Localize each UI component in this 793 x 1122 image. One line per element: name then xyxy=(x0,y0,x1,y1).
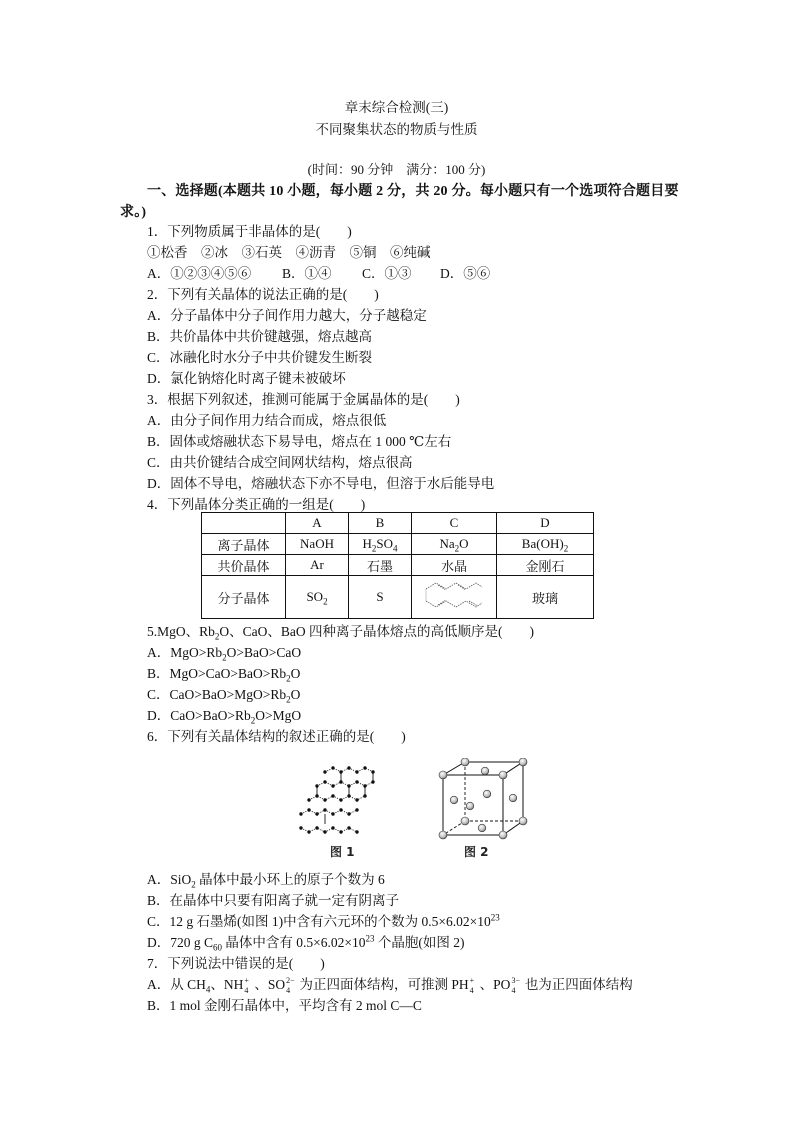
cell-covalent-c: 水晶 xyxy=(412,555,497,576)
q1-option-d: D．⑤⑥ xyxy=(440,266,491,281)
q1-option-a: A．①②③④⑤⑥ xyxy=(147,266,252,281)
q4-classification-table xyxy=(201,512,594,619)
table-header-a: A xyxy=(286,513,349,534)
table-header-d: D xyxy=(497,513,594,534)
figure-2-caption: 图 2 xyxy=(464,845,489,859)
q5-option-d: D．$CaO>BaO>Rb_2O>MgO$ xyxy=(147,708,302,726)
q1-option-b: B．①④ xyxy=(282,266,332,281)
q6-option-c: C．12 g 石墨烯(如图 1)中含有六元环的个数为 $0.5\times 6.02\times 10^{23}$ xyxy=(147,912,500,929)
table-row-covalent xyxy=(202,555,594,576)
table-header-row xyxy=(202,513,594,534)
q4-stem: 4．下列晶体分类正确的一组是( ) xyxy=(147,497,366,512)
page-subtitle: 不同聚集状态的物质与性质 xyxy=(315,122,478,137)
q5-option-c: C．$CaO>BaO>MgO>Rb_2O$ xyxy=(147,687,301,705)
q2-option-b: B．共价晶体中共价键越强，熔点越高 xyxy=(147,329,373,344)
exam-meta: (时间：90 分钟 满分：100 分) xyxy=(307,162,486,177)
cell-covalent-b: 石墨 xyxy=(349,555,412,576)
cell-ionic-d: $Ba(OH)_2$ xyxy=(497,534,594,555)
table-header-b: B xyxy=(349,513,412,534)
q3-option-b: B．固体或熔融状态下易导电，熔点在 1 000 ℃左右 xyxy=(147,434,452,449)
q3-option-c: C．由共价键结合成空间网状结构，熔点很高 xyxy=(147,455,413,470)
section-heading: 一、选择题(本题共 10 小题，每小题 2 分，共 20 分。每小题只有一个选项符合题目要求。) xyxy=(120,184,679,220)
q2-option-c: C．冰融化时水分子中共价键发生断裂 xyxy=(147,350,373,365)
row-label-ionic: 离子晶体 xyxy=(202,534,286,555)
table-header-c: C xyxy=(412,513,497,534)
graphene-hexagon-lattice-icon xyxy=(295,765,395,840)
q6-option-d: D．720 g $C_{60}$ 晶体中含有 $0.5\times 6.02\times 10^{23}$ 个晶胞(如图 2) xyxy=(147,933,465,953)
cell-covalent-a: Ar xyxy=(286,555,349,576)
fcc-unit-cell-icon xyxy=(435,758,530,840)
cell-ionic-b: $H_2SO_4$ xyxy=(349,534,412,555)
cell-molecular-a: $SO_2$ xyxy=(286,576,349,619)
cell-molecular-d: 玻璃 xyxy=(497,576,594,619)
row-label-covalent: 共价晶体 xyxy=(202,555,286,576)
q6-option-b: B．在晶体中只要有阳离子就一定有阴离子 xyxy=(147,893,400,908)
q7-option-a: A．从 $CH_4$、NH + 4 、SO 2− 4 为正四面体结构，可推测 PH + 4 、PO 3− 4 也为正四面体结构 xyxy=(147,976,633,995)
table-row-molecular xyxy=(202,576,594,619)
q6-option-a: A．SiO$_2$ 晶体中最小环上的原子个数为 6 xyxy=(147,872,385,890)
q3-option-d: D．固体不导电，熔融状态下亦不导电，但溶于水后能导电 xyxy=(147,476,495,491)
q6-stem: 6．下列有关晶体结构的叙述正确的是( ) xyxy=(147,729,406,744)
cell-molecular-c xyxy=(412,576,497,619)
q5-option-b: B．$MgO>CaO>BaO>Rb_2O$ xyxy=(147,666,301,684)
q3-stem: 3．根据下列叙述，推测可能属于金属晶体的是( ) xyxy=(147,392,460,407)
q3-option-a: A．由分子间作用力结合而成，熔点很低 xyxy=(147,413,387,428)
row-label-molecular: 分子晶体 xyxy=(202,576,286,619)
q5-stem: 5.MgO、$Rb_2O$、CaO、BaO 四种离子晶体熔点的高低顺序是( ) xyxy=(147,624,534,642)
cell-ionic-a: NaOH xyxy=(286,534,349,555)
cell-molecular-b: S xyxy=(349,576,412,619)
cell-ionic-c: $Na_2O$ xyxy=(412,534,497,555)
figure-1-caption: 图 1 xyxy=(330,845,355,859)
q1-stem: 1．下列物质属于非晶体的是( ) xyxy=(147,224,352,239)
q5-option-a: A．$MgO>Rb_2O>BaO>CaO$ xyxy=(147,645,302,663)
q2-option-a: A．分子晶体中分子间作用力越大，分子越稳定 xyxy=(147,308,427,323)
table-header-blank xyxy=(202,513,286,534)
q1-options xyxy=(147,266,491,282)
q1-option-c: C．①③ xyxy=(362,266,412,281)
q2-stem: 2．下列有关晶体的说法正确的是( ) xyxy=(147,287,379,302)
page-title: 章末综合检测(三) xyxy=(344,100,449,115)
zigzag-structure-formula-icon xyxy=(422,580,486,610)
q7-stem: 7．下列说法中错误的是( ) xyxy=(147,956,325,971)
q2-option-d: D．氯化钠熔化时离子键未被破坏 xyxy=(147,371,346,386)
table-row-ionic xyxy=(202,534,594,555)
q7-option-b: B．1 mol 金刚石晶体中，平均含有 2 mol C—C xyxy=(147,998,422,1013)
q1-items: ①松香 ②冰 ③石英 ④沥青 ⑤铜 ⑥纯碱 xyxy=(147,245,431,260)
cell-covalent-d: 金刚石 xyxy=(497,555,594,576)
